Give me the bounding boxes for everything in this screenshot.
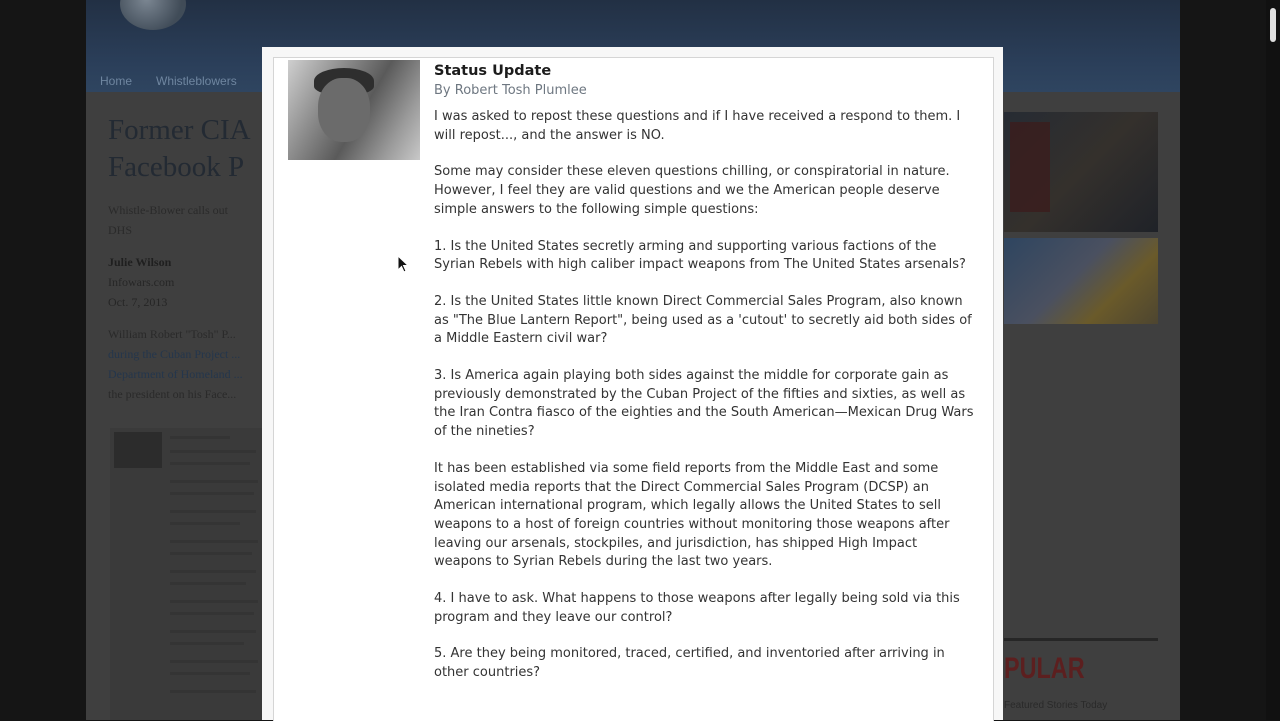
embedded-facebook-post <box>110 428 262 720</box>
status-post <box>434 62 974 701</box>
article-title-line: Former CIA <box>108 114 251 146</box>
status-title: Status Update <box>434 63 552 79</box>
post-paragraph: 1. Is the United States secretly arming and supporting various factions of the Syrian Rebels with high caliber impact weapons from The United States arsenals? <box>434 238 966 273</box>
popular-heading: PULAR <box>1004 652 1085 685</box>
post-paragraph: 4. I have to ask. What happens to those weapons after legally being sold via this program and they leave our control? <box>434 591 960 625</box>
profile-face <box>318 78 370 142</box>
post-paragraph: I was asked to repost these questions and if I have received a respond to them. I will repost..., and the answer is NO. <box>434 109 961 143</box>
body-line: William Robert "Tosh" P... <box>108 327 236 341</box>
author-name[interactable]: Julie Wilson <box>108 255 172 269</box>
embed-text-line <box>170 522 240 525</box>
embed-thumbnail <box>114 432 162 468</box>
article-body <box>108 324 260 404</box>
embed-text-line <box>170 582 246 585</box>
post-paragraph: 3. Is America again playing both sides against the middle for corporate gain as previously demonstrated by the Cuban Project of the fifties and sixties, as well as the Iran Contra fiasco of the eighties and the South American—Mexican Drug Wars of the nineties? <box>434 368 974 440</box>
embed-text-line <box>170 612 254 615</box>
embed-text-line <box>170 660 258 663</box>
author-source: Infowars.com <box>108 275 175 289</box>
embed-text-line <box>170 540 258 543</box>
sidebar-video-thumbnail[interactable] <box>1004 112 1158 232</box>
embed-text-line <box>170 630 256 633</box>
article-date: Oct. 7, 2013 <box>108 295 168 309</box>
body-link[interactable]: Department of Homeland ... <box>108 367 243 381</box>
article-author-block <box>108 252 258 312</box>
embed-text-line <box>170 436 230 439</box>
embed-text-line <box>170 690 256 693</box>
post-paragraph: 2. Is the United States little known Direct Commercial Sales Program, also known as "The Blue Lantern Report", being used as a 'cutout' to secretly aid both sides of a Middle Eastern civil war? <box>434 293 972 347</box>
scrollbar-thumb[interactable] <box>1270 8 1276 42</box>
embed-text-line <box>170 462 250 465</box>
body-line: the president on his Face... <box>108 387 237 401</box>
embed-text-line <box>170 450 256 453</box>
thumbnail-overlay <box>1010 122 1050 212</box>
status-lightbox <box>262 47 1003 720</box>
globe-logo[interactable] <box>120 0 186 30</box>
article-title <box>108 112 258 186</box>
nav-home[interactable]: Home <box>100 74 133 88</box>
embed-text-line <box>170 570 256 573</box>
sidebar-promo-image[interactable] <box>1004 238 1158 324</box>
post-paragraph: It has been established via some field reports from the Middle East and some isolated media reports that the Direct Commercial Sales Program (DCSP) an American international program, which legally allows the United States to sell weapons to a host of foreign countries without monitoring those weapons after leaving our arsenals, stockpiles, and jurisdiction, has shipped High Impact weapons to Syrian Rebels during the last two years. <box>434 460 950 570</box>
embed-text-line <box>170 492 254 495</box>
subtitle-line: DHS <box>108 223 133 237</box>
status-byline[interactable]: By Robert Tosh Plumlee <box>434 83 587 98</box>
article-title-line: Facebook P <box>108 151 245 183</box>
subtitle-line: Whistle-Blower calls out <box>108 203 228 217</box>
body-link[interactable]: during the Cuban Project ... <box>108 347 241 361</box>
nav-whistleblowers[interactable]: Whistleblowers <box>156 74 237 88</box>
embed-text-line <box>170 600 258 603</box>
embed-text-line <box>170 642 244 645</box>
post-paragraph: 5. Are they being monitored, traced, certified, and inventoried after arriving in other countries? <box>434 646 945 681</box>
embed-text-line <box>170 552 252 555</box>
mouse-cursor-icon <box>397 255 409 273</box>
embed-text-line <box>170 480 258 483</box>
page-scrollbar[interactable] <box>1266 0 1280 720</box>
sidebar-divider <box>1004 638 1158 641</box>
post-paragraph: Some may consider these eleven questions chilling, or conspiratorial in nature. However, I feel they are valid questions and we the American people deserve simple answers to the following simple questions: <box>434 164 950 217</box>
sidebar-caption[interactable]: Featured Stories Today <box>1004 700 1108 711</box>
status-panel <box>273 57 994 721</box>
profile-photo[interactable] <box>288 60 420 160</box>
embed-text-line <box>170 510 256 513</box>
article-subtitle <box>108 200 258 240</box>
embed-text-line <box>170 672 250 675</box>
